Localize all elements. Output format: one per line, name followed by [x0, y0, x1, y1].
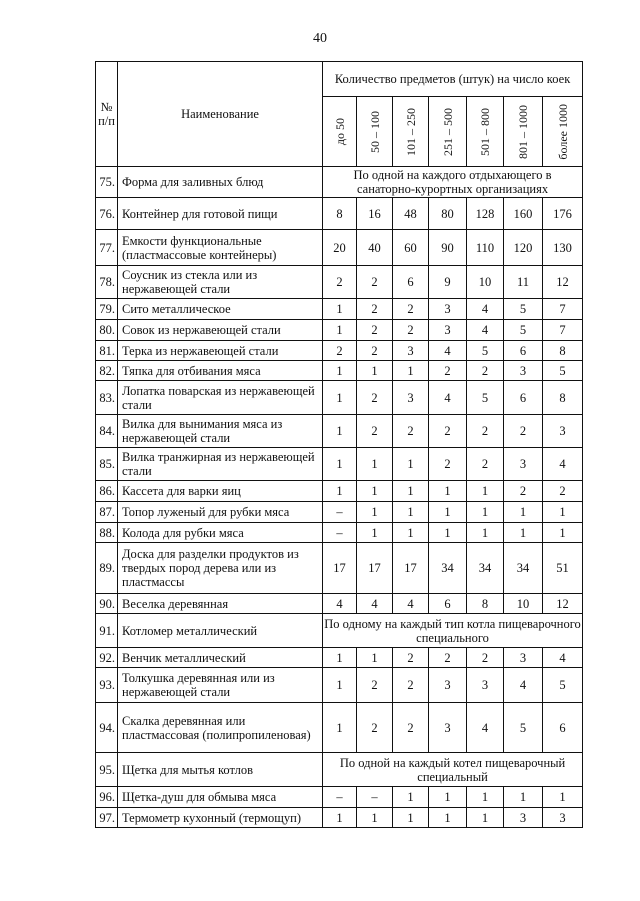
- page-number: 40: [313, 31, 327, 46]
- row-value: 16: [357, 198, 393, 230]
- header-column: [543, 97, 583, 167]
- row-name: Форма для заливных блюд: [118, 167, 323, 198]
- row-value: 3: [543, 808, 583, 828]
- row-name: Кассета для варки яиц: [118, 481, 323, 502]
- row-value: 2: [393, 703, 429, 753]
- table-row: [96, 502, 583, 523]
- row-name: Скалка деревянная или пластмассовая (полипропиленовая): [118, 703, 323, 753]
- header-column-label: до 50: [332, 117, 347, 146]
- row-value: 1: [323, 703, 357, 753]
- row-value: 1: [323, 299, 357, 320]
- row-number: 90.: [96, 594, 118, 614]
- row-value: 1: [467, 481, 504, 502]
- row-value: 4: [504, 668, 543, 703]
- row-value: 34: [429, 543, 467, 594]
- header-column-label: более 1000: [555, 103, 570, 160]
- row-number: 88.: [96, 523, 118, 543]
- row-number: 85.: [96, 448, 118, 481]
- table-row: [96, 614, 583, 648]
- table-row: [96, 648, 583, 668]
- table-row: [96, 320, 583, 341]
- row-name: Топор луженый для рубки мяса: [118, 502, 323, 523]
- row-merged-note: По одному на каждый тип котла пищеварочного специального: [323, 614, 583, 648]
- row-value: 90: [429, 230, 467, 266]
- row-value: 3: [504, 648, 543, 668]
- row-name: Терка из нержавеющей стали: [118, 341, 323, 361]
- row-value: 2: [393, 415, 429, 448]
- row-value: 1: [429, 523, 467, 543]
- row-value: 2: [357, 299, 393, 320]
- table-row: [96, 481, 583, 502]
- row-value: 1: [323, 668, 357, 703]
- row-value: 2: [357, 320, 393, 341]
- row-value: 8: [467, 594, 504, 614]
- row-value: 1: [323, 361, 357, 381]
- row-value: 5: [543, 668, 583, 703]
- row-value: 34: [504, 543, 543, 594]
- row-value: 4: [467, 320, 504, 341]
- row-number: 94.: [96, 703, 118, 753]
- row-value: 3: [467, 668, 504, 703]
- row-value: 1: [504, 523, 543, 543]
- row-value: 2: [467, 648, 504, 668]
- row-value: 3: [393, 341, 429, 361]
- row-value: 20: [323, 230, 357, 266]
- row-number: 77.: [96, 230, 118, 266]
- row-value: 34: [467, 543, 504, 594]
- row-value: 1: [429, 481, 467, 502]
- table-row: [96, 361, 583, 381]
- row-merged-note: По одной на каждого отдыхающего в санаторно-курортных организациях: [323, 167, 583, 198]
- row-number: 75.: [96, 167, 118, 198]
- header-column: [357, 97, 393, 167]
- row-value: 2: [504, 481, 543, 502]
- row-name: Щетка для мытья котлов: [118, 753, 323, 787]
- table-row: [96, 543, 583, 594]
- row-value: 1: [429, 808, 467, 828]
- row-value: 1: [543, 787, 583, 808]
- row-value: 3: [543, 415, 583, 448]
- row-value: 1: [393, 787, 429, 808]
- header-column: [323, 97, 357, 167]
- row-number: 95.: [96, 753, 118, 787]
- row-value: 7: [543, 299, 583, 320]
- row-name: Лопатка поварская из нержавеющей стали: [118, 381, 323, 415]
- row-value: 1: [323, 808, 357, 828]
- row-number: 89.: [96, 543, 118, 594]
- header-column: [467, 97, 504, 167]
- row-value: 6: [393, 266, 429, 299]
- row-value: 1: [323, 648, 357, 668]
- row-name: Сито металлическое: [118, 299, 323, 320]
- table-row: [96, 381, 583, 415]
- row-value: 7: [543, 320, 583, 341]
- row-name: Толкушка деревянная или из нержавеющей стали: [118, 668, 323, 703]
- row-value: –: [323, 787, 357, 808]
- row-value: 1: [323, 381, 357, 415]
- row-name: Тяпка для отбивания мяса: [118, 361, 323, 381]
- row-value: 3: [429, 668, 467, 703]
- table-row: [96, 787, 583, 808]
- row-value: 120: [504, 230, 543, 266]
- header-name: Наименование: [118, 62, 323, 167]
- row-number: 91.: [96, 614, 118, 648]
- row-merged-note: По одной на каждый котел пищеварочный специальный: [323, 753, 583, 787]
- row-value: 8: [543, 381, 583, 415]
- row-value: 1: [467, 523, 504, 543]
- row-value: 3: [504, 361, 543, 381]
- row-value: 4: [467, 299, 504, 320]
- row-value: 10: [504, 594, 543, 614]
- row-name: Колода для рубки мяса: [118, 523, 323, 543]
- row-value: 5: [467, 381, 504, 415]
- row-value: 1: [357, 481, 393, 502]
- row-name: Котломер металлический: [118, 614, 323, 648]
- row-value: 4: [429, 341, 467, 361]
- header-column: [429, 97, 467, 167]
- row-name: Совок из нержавеющей стали: [118, 320, 323, 341]
- row-value: 1: [393, 502, 429, 523]
- row-value: 5: [504, 703, 543, 753]
- table-row: [96, 415, 583, 448]
- row-value: 8: [543, 341, 583, 361]
- row-value: –: [323, 502, 357, 523]
- row-name: Щетка-душ для обмыва мяса: [118, 787, 323, 808]
- row-value: 8: [323, 198, 357, 230]
- row-value: 1: [323, 448, 357, 481]
- row-value: 5: [504, 299, 543, 320]
- row-value: 2: [357, 341, 393, 361]
- row-value: 2: [467, 361, 504, 381]
- row-number: 80.: [96, 320, 118, 341]
- row-value: 3: [504, 808, 543, 828]
- row-value: 110: [467, 230, 504, 266]
- row-value: 6: [504, 341, 543, 361]
- row-number: 78.: [96, 266, 118, 299]
- row-value: 1: [393, 481, 429, 502]
- header-column: [504, 97, 543, 167]
- row-number: 87.: [96, 502, 118, 523]
- row-value: 12: [543, 266, 583, 299]
- row-value: 2: [323, 266, 357, 299]
- row-value: 11: [504, 266, 543, 299]
- table-row: [96, 808, 583, 828]
- row-value: 1: [504, 787, 543, 808]
- row-name: Вилка для вынимания мяса из нержавеющей стали: [118, 415, 323, 448]
- row-value: 1: [357, 523, 393, 543]
- row-value: –: [323, 523, 357, 543]
- table-row: [96, 299, 583, 320]
- row-value: 1: [323, 415, 357, 448]
- row-value: 4: [393, 594, 429, 614]
- row-name: Вилка транжирная из нержавеющей стали: [118, 448, 323, 481]
- table-row: [96, 668, 583, 703]
- header-num: № п/п: [96, 62, 118, 167]
- row-value: 2: [393, 668, 429, 703]
- row-value: 4: [357, 594, 393, 614]
- row-value: 1: [467, 787, 504, 808]
- row-value: 6: [504, 381, 543, 415]
- row-value: 2: [429, 361, 467, 381]
- row-value: 130: [543, 230, 583, 266]
- row-value: 10: [467, 266, 504, 299]
- row-value: 2: [504, 415, 543, 448]
- row-value: 2: [429, 415, 467, 448]
- row-value: 1: [504, 502, 543, 523]
- row-value: 3: [393, 381, 429, 415]
- row-number: 79.: [96, 299, 118, 320]
- row-value: –: [357, 787, 393, 808]
- row-value: 9: [429, 266, 467, 299]
- row-value: 160: [504, 198, 543, 230]
- header-column-label: 501 – 800: [478, 107, 492, 156]
- row-value: 1: [357, 648, 393, 668]
- row-value: 2: [393, 299, 429, 320]
- row-value: 1: [543, 523, 583, 543]
- row-value: 2: [393, 648, 429, 668]
- row-value: 3: [504, 448, 543, 481]
- row-value: 1: [429, 787, 467, 808]
- header-column-label: 801 – 1000: [516, 104, 530, 159]
- row-value: 17: [393, 543, 429, 594]
- row-value: 2: [323, 341, 357, 361]
- row-value: 1: [357, 361, 393, 381]
- header-column-label: 50 – 100: [367, 110, 382, 153]
- row-value: 6: [429, 594, 467, 614]
- row-value: 1: [357, 448, 393, 481]
- header-column-label: 251 – 500: [440, 107, 455, 156]
- row-value: 3: [429, 299, 467, 320]
- row-value: 2: [467, 448, 504, 481]
- row-value: 6: [543, 703, 583, 753]
- row-value: 2: [543, 481, 583, 502]
- row-number: 97.: [96, 808, 118, 828]
- row-number: 86.: [96, 481, 118, 502]
- row-value: 4: [543, 648, 583, 668]
- table-row: [96, 198, 583, 230]
- row-value: 2: [357, 381, 393, 415]
- row-value: 1: [323, 320, 357, 341]
- row-value: 1: [467, 502, 504, 523]
- row-value: 40: [357, 230, 393, 266]
- row-name: Доска для разделки продуктов из твердых пород дерева или из пластмассы: [118, 543, 323, 594]
- equipment-table: [95, 61, 583, 828]
- row-value: 2: [393, 320, 429, 341]
- row-number: 84.: [96, 415, 118, 448]
- row-value: 2: [429, 648, 467, 668]
- row-value: 4: [467, 703, 504, 753]
- row-value: 4: [543, 448, 583, 481]
- row-value: 1: [393, 361, 429, 381]
- header-quantity: Количество предметов (штук) на число коек: [323, 62, 583, 97]
- row-value: 48: [393, 198, 429, 230]
- row-value: 80: [429, 198, 467, 230]
- row-value: 2: [357, 415, 393, 448]
- table-row: [96, 230, 583, 266]
- row-value: 1: [393, 523, 429, 543]
- row-name: Термометр кухонный (термощуп): [118, 808, 323, 828]
- row-number: 82.: [96, 361, 118, 381]
- row-value: 5: [504, 320, 543, 341]
- row-value: 17: [357, 543, 393, 594]
- row-value: 2: [467, 415, 504, 448]
- table-row: [96, 266, 583, 299]
- row-value: 2: [357, 266, 393, 299]
- row-value: 12: [543, 594, 583, 614]
- row-value: 1: [393, 448, 429, 481]
- row-value: 4: [429, 381, 467, 415]
- row-value: 60: [393, 230, 429, 266]
- row-value: 51: [543, 543, 583, 594]
- row-number: 76.: [96, 198, 118, 230]
- row-number: 83.: [96, 381, 118, 415]
- row-value: 1: [543, 502, 583, 523]
- table-row: [96, 523, 583, 543]
- row-number: 92.: [96, 648, 118, 668]
- row-value: 1: [323, 481, 357, 502]
- row-value: 1: [357, 502, 393, 523]
- row-number: 93.: [96, 668, 118, 703]
- header-column: [393, 97, 429, 167]
- row-name: Венчик металлический: [118, 648, 323, 668]
- row-value: 17: [323, 543, 357, 594]
- row-number: 96.: [96, 787, 118, 808]
- row-value: 3: [429, 320, 467, 341]
- row-value: 1: [429, 502, 467, 523]
- row-value: 5: [467, 341, 504, 361]
- table-row: [96, 703, 583, 753]
- row-value: 2: [429, 448, 467, 481]
- row-value: 1: [357, 808, 393, 828]
- table-row: [96, 341, 583, 361]
- row-name: Веселка деревянная: [118, 594, 323, 614]
- row-value: 2: [357, 703, 393, 753]
- table-row: [96, 753, 583, 787]
- row-value: 176: [543, 198, 583, 230]
- row-name: Контейнер для готовой пищи: [118, 198, 323, 230]
- row-value: 1: [467, 808, 504, 828]
- row-name: Соусник из стекла или из нержавеющей стали: [118, 266, 323, 299]
- row-value: 2: [357, 668, 393, 703]
- row-value: 3: [429, 703, 467, 753]
- table-row: [96, 167, 583, 198]
- header-column-label: 101 – 250: [403, 107, 418, 156]
- row-value: 1: [393, 808, 429, 828]
- table-row: [96, 448, 583, 481]
- row-name: Емкости функциональные (пластмассовые контейнеры): [118, 230, 323, 266]
- row-number: 81.: [96, 341, 118, 361]
- table-row: [96, 594, 583, 614]
- row-value: 4: [323, 594, 357, 614]
- row-value: 5: [543, 361, 583, 381]
- row-value: 128: [467, 198, 504, 230]
